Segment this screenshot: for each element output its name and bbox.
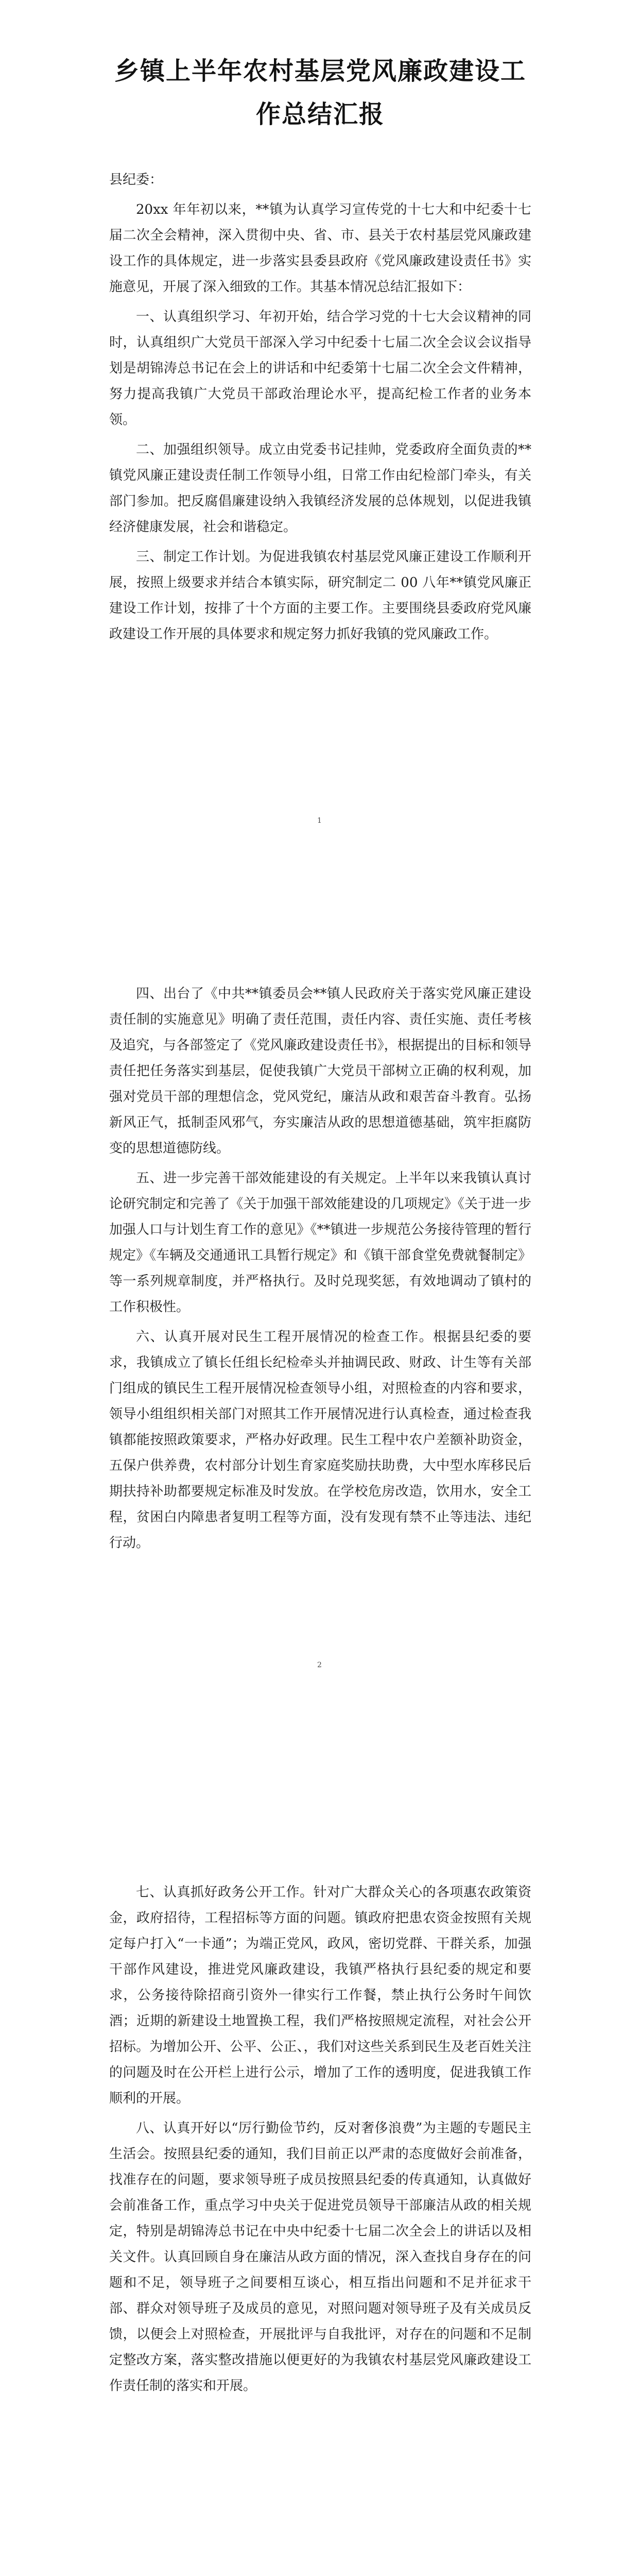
paragraph-section-6: 六、认真开展对民生工程开展情况的检查工作。根据县纪委的要求，我镇成立了镇长任组长纪检牵头并抽调民政、财政、计生等有关部门组成的镇民生工程开展情况检查领导小组，对照检查的内容和要求，领导小组组织相关部门对照其工作开展情况进行认真检查，通过检查我镇都能按照政策要求，严格办好政理。民生工程中农户差额补助资金，五保户供养费，农村部分计划生育家庭奖励扶助费，大中型水库移民后期扶持补助都要规定标准及时发放。在学校危房改造，饮用水，安全工程，贫困白内障患者复明工程等方面，没有发现有禁不止等违法、违纪行动。 [109,1329,531,1551]
page-1-content [109,49,531,651]
page-3-content [109,1879,531,2403]
page-number: 2 [317,1661,322,1669]
document-page-3 [0,1807,639,2576]
paragraph-section-7: 七、认真抓好政务公开工作。针对广大群众关心的各项惠农政策资金，政府招待，工程招标等方面的问题。镇政府把患农资金按照有关规定每户打入“一卡通”；为端正党风，政风，密切党群、干群关系，加强干部作风建设，推进党风廉政建设，我镇严格执行县纪委的规定和要求，公务接待除招商引资外一律实行工作餐，禁止执行公务时午间饮酒；近期的新建设土地置换工程，我们严格按照规定流程，对社会公开招标。为增加公开、公平、公正、，我们对这些关系到民生及老百姓关注的问题及时在公开栏上进行公示，增加了工作的透明度，促进我镇工作顺利的开展。 [109,1885,531,2106]
document-title: 乡镇上半年农村基层党风廉政建设工作总结汇报 [114,57,526,129]
document-page-1 [0,0,639,904]
document-page-2 [0,904,639,1807]
paragraph-section-5: 五、进一步完善干部效能建设的有关规定。上半年以来我镇认真讨论研究制定和完善了《关于加强干部效能建设的几项规定》《关于进一步加强人口与计划生育工作的意见》《**镇进一步规范公务接待管理的暂行规定》《车辆及交通通讯工具暂行规定》和《镇干部食堂免费就餐制定》等一系列规章制度，并严格执行。及时兑现奖惩，有效地调动了镇村的工作积极性。 [109,1171,531,1315]
page-number: 1 [317,817,322,825]
paragraph-section-2: 二、加强组织领导。成立由党委书记挂帅，党委政府全面负责的**镇党风廉正建设责任制工作领导小组，日常工作由纪检部门牵头，有关部门参加。把反腐倡廉建设纳入我镇经济发展的总体规划，以促进我镇经济健康发展，社会和谐稳定。 [109,442,531,535]
paragraph-section-3: 三、制定工作计划。为促进我镇农村基层党风廉正建设工作顺利开展，按照上级要求并结合本镇实际，研究制定二 00 八年**镇党风廉正建设工作计划，按排了十个方面的主要工作。主要围绕县委政府党风廉政建设工作开展的具体要求和规定努力抓好我镇的党风廉政工作。 [109,549,531,642]
page-2-content [109,981,531,1560]
paragraph-section-8: 八、认真开好以“厉行勤俭节约，反对奢侈浪费”为主题的专题民主生活会。按照县纪委的通知，我们目前正以严肃的态度做好会前准备，找准存在的问题，要求领导班子成员按照县纪委的传真通知，认真做好会前准备工作，重点学习中央关于促进党员领导干部廉洁从政的相关规定，特别是胡锦涛总书记在中央中纪委十七届二次全会上的讲话以及相关文件。认真回顾自身在廉洁从政方面的情况，深入查找自身存在的问题和不足，领导班子之间要相互谈心，相互指出问题和不足并征求干部、群众对领导班子及成员的意见，对照问题对领导班子及有关成员反馈，以便会上对照检查，开展批评与自我批评，对存在的问题和不足制定整改方案，落实整改措施以便更好的为我镇农村基层党风廉政建设工作责任制的落实和开展。 [109,2121,531,2394]
paragraph-section-1: 一、认真组织学习、年初开始，结合学习党的十七大会议精神的同时，认真组织广大党员干部深入学习中纪委十七届二次全会议会议指导划是胡锦涛总书记在会上的讲话和中纪委第十七届二次全会文件精神，努力提高我镇广大党员干部政治理论水平，提高纪检工作者的业务本领。 [109,309,531,428]
paragraph-intro: 20xx 年年初以来，**镇为认真学习宣传党的十七大和中纪委十七届二次全会精神，深入贯彻中央、省、市、县关于农村基层党风廉政建设工作的具体规定，进一步落实县委县政府《党风廉政建设责任书》实施意见，开展了深入细致的工作。其基本情况总结汇报如下： [109,202,531,295]
paragraph-section-4: 四、出台了《中共**镇委员会**镇人民政府关于落实党风廉正建设责任制的实施意见》明确了责任范围，责任内容、责任实施、责任考核及追究，与各部签定了《党风廉政建设责任书》，根据提出的目标和领导责任把任务落实到基层，促使我镇广大党员干部树立正确的权利观，加强对党员干部的理想信念，党风党纪，廉洁从政和艰苦奋斗教育。弘扬新风正气，抵制歪风邪气，夯实廉洁从政的思想道德基础，筑牢拒腐防变的思想道德防线。 [109,986,531,1156]
salutation: 县纪委： [109,172,163,188]
